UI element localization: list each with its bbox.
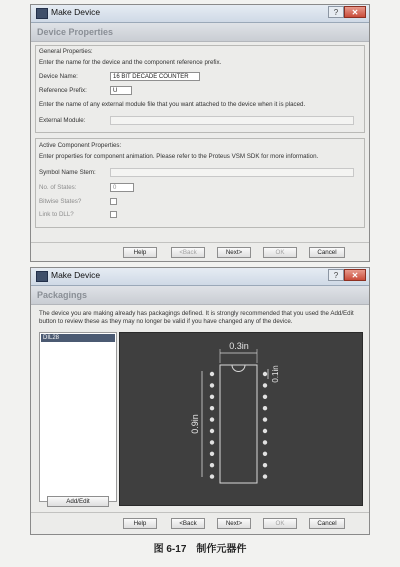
pin-pad	[263, 406, 267, 410]
package-outline	[220, 365, 257, 483]
help-question-icon[interactable]: ?	[328, 6, 344, 18]
section-header: Packagings	[31, 286, 369, 305]
bitwise-label: Bitwise States?	[39, 198, 82, 205]
ok-button[interactable]: OK	[263, 518, 297, 529]
back-button[interactable]: <Back	[171, 518, 205, 529]
instructions-text: Enter the name for the device and the component reference prefix.	[39, 59, 222, 66]
divider	[31, 512, 369, 513]
link-dll-label: Link to DLL?	[39, 211, 74, 218]
help-question-icon[interactable]: ?	[328, 269, 344, 281]
app-icon	[36, 8, 48, 19]
add-edit-button[interactable]: Add/Edit	[47, 496, 109, 507]
pin1-notch	[232, 365, 245, 372]
figure-caption: 图 6-17 制作元器件	[153, 544, 247, 555]
cancel-button[interactable]: Cancel	[309, 518, 345, 529]
package-preview	[119, 332, 363, 506]
help-button[interactable]: Help	[123, 247, 157, 258]
pin-pad	[210, 372, 214, 376]
make-device-window-packagings	[30, 267, 370, 535]
pin-pad	[210, 395, 214, 399]
external-module-label: External Module:	[39, 117, 86, 124]
states-field[interactable]: 0	[110, 183, 134, 192]
window-title: Make Device	[51, 270, 101, 280]
ok-button[interactable]: OK	[263, 247, 297, 258]
symbol-name-label: Symbol Name Stem:	[39, 169, 96, 176]
title-bar	[31, 268, 369, 286]
pin-pad	[263, 452, 267, 456]
help-button[interactable]: Help	[123, 518, 157, 529]
pin-pad	[263, 372, 267, 376]
active-component-group	[35, 138, 365, 228]
group-title: General Properties:	[39, 48, 93, 55]
device-name-field[interactable]: 16 BIT DECADE COUNTER	[110, 72, 200, 81]
pin-pad	[263, 429, 267, 433]
external-instructions: Enter the name of any external module file that you want attached to the device when it is placed.	[39, 101, 306, 108]
group-title: Active Component Properties:	[39, 142, 122, 149]
section-header: Device Properties	[31, 23, 369, 42]
pin-pad	[210, 452, 214, 456]
close-icon[interactable]: ✕	[344, 6, 366, 18]
packagings-message: The device you are making already has packagings defined. It is strongly recommended that you used the Add/Edit button to review these as they may no longer be valid if you have changed any of the device.	[39, 310, 354, 325]
height-dimension-label: 0.9in	[190, 414, 200, 434]
pin-group	[210, 372, 267, 479]
window-title: Make Device	[51, 7, 101, 17]
pin-pad	[210, 440, 214, 444]
pitch-dimension-label: 0.1in	[271, 365, 280, 383]
cancel-button[interactable]: Cancel	[309, 247, 345, 258]
pin-pad	[263, 383, 267, 387]
next-button[interactable]: Next>	[217, 518, 251, 529]
next-button[interactable]: Next>	[217, 247, 251, 258]
states-label: No. of States:	[39, 184, 77, 191]
general-properties-group	[35, 45, 365, 133]
bitwise-checkbox[interactable]	[110, 198, 117, 205]
pin-pad	[263, 474, 267, 478]
app-icon	[36, 271, 48, 282]
width-dimension-label: 0.3in	[229, 341, 249, 351]
divider	[31, 242, 369, 243]
package-list[interactable]	[39, 332, 117, 502]
make-device-window-properties	[30, 4, 370, 262]
link-dll-checkbox[interactable]	[110, 211, 117, 218]
pin-pad	[210, 383, 214, 387]
pin-pad	[263, 417, 267, 421]
pin-pad	[263, 463, 267, 467]
pin-pad	[210, 406, 214, 410]
pin-pad	[210, 463, 214, 467]
dil-package-drawing	[120, 333, 362, 505]
pin-pad	[263, 395, 267, 399]
device-name-label: Device Name:	[39, 73, 78, 80]
external-module-field[interactable]	[110, 116, 354, 125]
symbol-name-field[interactable]	[110, 168, 354, 177]
close-icon[interactable]: ✕	[344, 269, 366, 281]
pin-pad	[263, 440, 267, 444]
list-item[interactable]: DIL28	[41, 334, 115, 342]
pin-pad	[210, 429, 214, 433]
reference-prefix-label: Reference Prefix:	[39, 87, 87, 94]
reference-prefix-field[interactable]: U	[110, 86, 132, 95]
pin-pad	[210, 474, 214, 478]
pin-pad	[210, 417, 214, 421]
instructions-text: Enter properties for component animation. Please refer to the Proteus VSM SDK for more information.	[39, 153, 319, 160]
back-button[interactable]: <Back	[171, 247, 205, 258]
title-bar	[31, 5, 369, 23]
